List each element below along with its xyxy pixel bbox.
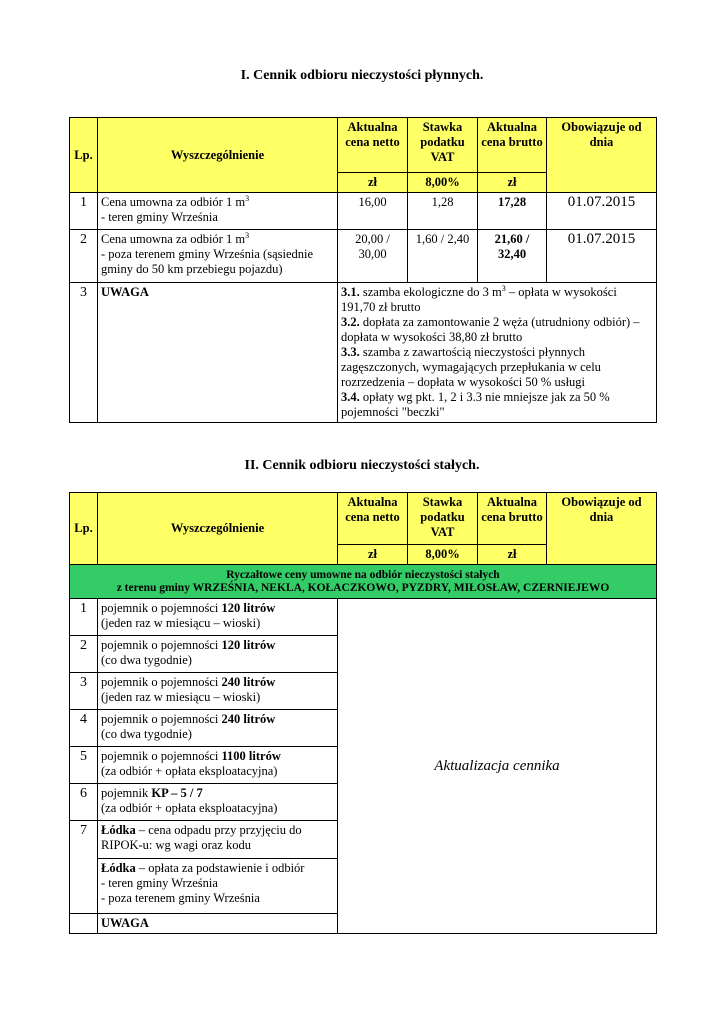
note-row — [70, 283, 657, 423]
header-description: Wyszczególnienie — [98, 118, 338, 193]
row-description: pojemnik o pojemności 120 litrów (jeden raz w miesiącu – wioski) — [98, 599, 338, 636]
row-lp: 2 — [70, 636, 98, 673]
unit-gross: zł — [478, 545, 547, 565]
section2-title: II. Cennik odbioru nieczystości stałych. — [244, 458, 480, 473]
note-item-3-3: 3.3. szamba z zawartością nieczystości płynnych zagęszczonych, wymagających przepłukania w celu rozrzedzenia – dopłata w wysokości 50 % usługi — [341, 345, 601, 389]
header-vat-rate: Stawka podatku VAT — [408, 493, 478, 545]
row-net: 16,00 — [338, 193, 408, 230]
header-net-price: Aktualna cena netto — [338, 493, 408, 545]
row-net: 20,00 / 30,00 — [338, 230, 408, 283]
unit-vat: 8,00% — [408, 545, 478, 565]
row-lp: 4 — [70, 710, 98, 747]
row-description: pojemnik o pojemności 240 litrów (co dwa tygodnie) — [98, 710, 338, 747]
header-valid-from: Obowiązuje od dnia — [547, 118, 657, 193]
row-lp: 1 — [70, 599, 98, 636]
row-description: Łódka – opłata za podstawienie i odbiór - teren gminy Września - poza terenem gminy Września — [98, 859, 338, 914]
section1-title: I. Cennik odbioru nieczystości płynnych. — [240, 68, 484, 83]
row-description: pojemnik o pojemności 120 litrów (co dwa tygodnie) — [98, 636, 338, 673]
row-lp: 1 — [70, 193, 98, 230]
row-lp: 2 — [70, 230, 98, 283]
note-label: UWAGA — [98, 914, 338, 934]
unit-net: zł — [338, 545, 408, 565]
row-vat: 1,60 / 2,40 — [408, 230, 478, 283]
row-description: Łódka – cena odpadu przy przyjęciu do RIPOK-u: wg wagi oraz kodu — [98, 821, 338, 859]
row-vat: 1,28 — [408, 193, 478, 230]
header-gross-price: Aktualna cena brutto — [478, 118, 547, 173]
unit-gross: zł — [478, 173, 547, 193]
solid-waste-price-table — [69, 492, 657, 934]
header-net-price: Aktualna cena netto — [338, 118, 408, 173]
row-description: pojemnik o pojemności 240 litrów (jeden raz w miesiącu – wioski) — [98, 673, 338, 710]
table-row — [70, 599, 657, 636]
header-valid-from: Obowiązuje od dnia — [547, 493, 657, 565]
header-lp: Lp. — [70, 118, 98, 193]
update-note: Aktualizacja cennika — [338, 599, 657, 934]
note-item-3-4: 3.4. opłaty wg pkt. 1, 2 i 3.3 nie mniejsze jak za 50 % pojemności "beczki" — [341, 390, 610, 419]
row-description: Cena umowna za odbiór 1 $m^3$ - poza terenem gminy Września (sąsiednie gminy do 50 km przebiegu pojazdu) — [98, 230, 338, 283]
row-lp: 7 — [70, 821, 98, 914]
note-item-3-2: 3.2. dopłata za zamontowanie 2 węża (utrudniony odbiór) – dopłata w wysokości 38,80 zł brutto — [341, 315, 640, 344]
row-description: Cena umowna za odbiór 1 $m^3$ - teren gminy Września — [98, 193, 338, 230]
header-description: Wyszczególnienie — [98, 493, 338, 565]
row-lp: 3 — [70, 673, 98, 710]
note-label: UWAGA — [98, 283, 338, 423]
header-lp: Lp. — [70, 493, 98, 565]
row-lp: 5 — [70, 747, 98, 784]
banner-line-1: Ryczałtowe ceny umowne na odbiór nieczystości stałych — [226, 568, 500, 581]
row-description: pojemnik o pojemności 1100 litrów (za odbiór + opłata eksploatacyjna) — [98, 747, 338, 784]
header-vat-rate: Stawka podatku VAT — [408, 118, 478, 173]
row-date: 01.07.2015 — [547, 193, 657, 230]
liquid-waste-price-table — [69, 117, 657, 423]
row-gross: 17,28 — [478, 193, 547, 230]
row-gross: 21,60 / 32,40 — [478, 230, 547, 283]
note-item-3-1: 3.1. szamba ekologiczne do 3 $m^3$ – opłata w wysokości 191,70 zł brutto — [341, 284, 617, 314]
unit-net: zł — [338, 173, 408, 193]
unit-vat: 8,00% — [408, 173, 478, 193]
note-content — [338, 283, 657, 423]
flat-rate-banner — [70, 565, 657, 599]
table-row — [70, 193, 657, 230]
note-lp-empty — [70, 914, 98, 934]
header-gross-price: Aktualna cena brutto — [478, 493, 547, 545]
table-row — [70, 230, 657, 283]
note-lp: 3 — [70, 283, 98, 423]
row-description: pojemnik KP – 5 / 7 (za odbiór + opłata eksploatacyjna) — [98, 784, 338, 821]
row-lp: 6 — [70, 784, 98, 821]
banner-line-2: z terenu gminy WRZEŚNIA, NEKLA, KOŁACZKOWO, PYZDRY, MIŁOSŁAW, CZERNIEJEWO — [116, 581, 610, 594]
row-date: 01.07.2015 — [547, 230, 657, 283]
